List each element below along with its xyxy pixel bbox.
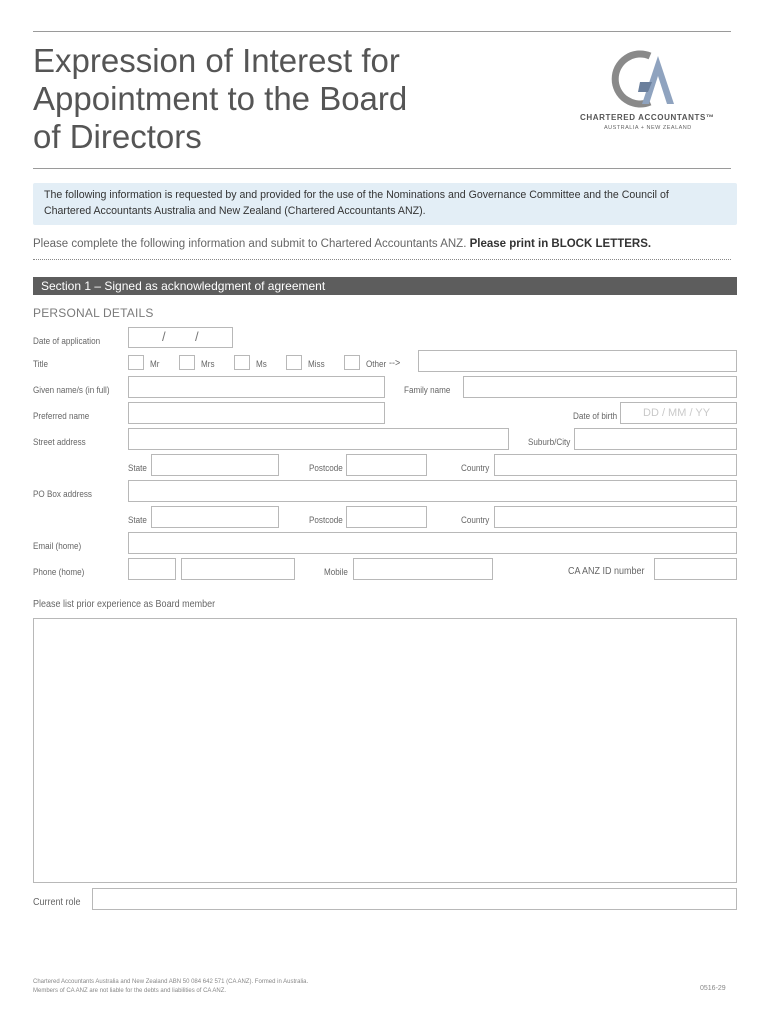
phone-area-code-field[interactable] bbox=[128, 558, 176, 580]
logo-sub: AUSTRALIA + NEW ZEALAND bbox=[604, 125, 692, 131]
suburb-city-field[interactable] bbox=[574, 428, 737, 450]
family-name-field[interactable] bbox=[463, 376, 737, 398]
street-postcode-field[interactable] bbox=[346, 454, 427, 476]
current-role-label: Current role bbox=[33, 897, 81, 908]
info-line-2: Chartered Accountants Australia and New Zealand (Chartered Accountants ANZ). bbox=[44, 204, 426, 217]
ca-anz-id-label: CA ANZ ID number bbox=[568, 566, 645, 577]
street-state-field[interactable] bbox=[151, 454, 279, 476]
other-arrow-icon: --> bbox=[389, 358, 401, 369]
po-state-label: State bbox=[128, 515, 147, 525]
mobile-label: Mobile bbox=[324, 567, 348, 577]
title-miss-label: Miss bbox=[308, 359, 325, 369]
info-line-1: The following information is requested by and provided for the use of the Nominations and Governance Committee and the Council of bbox=[44, 189, 669, 201]
date-slash-2: / bbox=[195, 329, 199, 344]
po-country-label: Country bbox=[461, 515, 490, 525]
po-box-label: PO Box address bbox=[33, 489, 92, 499]
title-ms-checkbox[interactable] bbox=[234, 355, 250, 370]
street-state-label: State bbox=[128, 463, 147, 473]
family-name-label: Family name bbox=[404, 385, 451, 395]
date-of-application-field[interactable] bbox=[128, 327, 233, 348]
mobile-field[interactable] bbox=[353, 558, 493, 580]
personal-details-heading: PERSONAL DETAILS bbox=[33, 306, 154, 320]
date-of-application-label: Date of application bbox=[33, 336, 101, 346]
footer-line-1: Chartered Accountants Australia and New Zealand ABN 50 084 642 571 (CA ANZ). Formed in Australia. bbox=[33, 979, 309, 985]
title-miss-checkbox[interactable] bbox=[286, 355, 302, 370]
given-names-label: Given name/s (in full) bbox=[33, 385, 110, 395]
preferred-name-field[interactable] bbox=[128, 402, 385, 424]
prior-experience-textarea[interactable] bbox=[33, 618, 737, 883]
suburb-city-label: Suburb/City bbox=[528, 437, 571, 447]
title-mrs-label: Mrs bbox=[201, 359, 215, 369]
title-other-label: Other bbox=[366, 359, 387, 369]
street-country-label: Country bbox=[461, 463, 490, 473]
ca-anz-logo bbox=[578, 46, 738, 140]
form-code: 0516-29 bbox=[700, 985, 726, 992]
street-country-field[interactable] bbox=[494, 454, 737, 476]
instruction bbox=[33, 238, 651, 250]
title-line-1: Expression of Interest for bbox=[33, 42, 400, 79]
logo-name: CHARTERED ACCOUNTANTS™ bbox=[580, 113, 715, 122]
title-other-checkbox[interactable] bbox=[344, 355, 360, 370]
prior-experience-label: Please list prior experience as Board member bbox=[33, 599, 216, 610]
title-mrs-checkbox[interactable] bbox=[179, 355, 195, 370]
section-title: Section 1 – Signed as acknowledgment of agreement bbox=[41, 279, 326, 293]
email-home-field[interactable] bbox=[128, 532, 737, 554]
dotted-divider bbox=[33, 259, 731, 260]
date-of-birth-field[interactable] bbox=[620, 402, 737, 424]
po-postcode-label: Postcode bbox=[309, 515, 343, 525]
dob-placeholder: DD / MM / YY bbox=[643, 407, 711, 419]
title-line-3: of Directors bbox=[33, 118, 202, 155]
preferred-name-label: Preferred name bbox=[33, 411, 90, 421]
current-role-field[interactable] bbox=[92, 888, 737, 910]
street-postcode-label: Postcode bbox=[309, 463, 343, 473]
title-other-field[interactable] bbox=[418, 350, 737, 372]
po-country-field[interactable] bbox=[494, 506, 737, 528]
po-postcode-field[interactable] bbox=[346, 506, 427, 528]
phone-home-field[interactable] bbox=[181, 558, 295, 580]
date-of-birth-label: Date of birth bbox=[573, 411, 618, 421]
title-mr-checkbox[interactable] bbox=[128, 355, 144, 370]
po-box-field[interactable] bbox=[128, 480, 737, 502]
title-label: Title bbox=[33, 359, 49, 369]
phone-home-label: Phone (home) bbox=[33, 567, 85, 577]
po-state-field[interactable] bbox=[151, 506, 279, 528]
footer-line-2: Members of CA ANZ are not liable for the debts and liabilities of CA ANZ. bbox=[33, 988, 227, 994]
instruction-bold: Please print in BLOCK LETTERS. bbox=[469, 238, 652, 250]
instruction-text: Please complete the following information and submit to Chartered Accountants ANZ. bbox=[33, 238, 467, 250]
date-slash-1: / bbox=[162, 329, 166, 344]
street-address-label: Street address bbox=[33, 437, 86, 447]
street-address-field[interactable] bbox=[128, 428, 509, 450]
page-title bbox=[33, 42, 493, 156]
title-mr-label: Mr bbox=[150, 359, 160, 369]
title-line-2: Appointment to the Board bbox=[33, 80, 408, 117]
given-names-field[interactable] bbox=[128, 376, 385, 398]
email-home-label: Email (home) bbox=[33, 541, 82, 551]
header-divider bbox=[33, 168, 731, 169]
top-rule bbox=[33, 31, 731, 32]
title-ms-label: Ms bbox=[256, 359, 267, 369]
ca-anz-id-field[interactable] bbox=[654, 558, 737, 580]
footer-text bbox=[33, 978, 453, 996]
info-text bbox=[44, 188, 714, 219]
